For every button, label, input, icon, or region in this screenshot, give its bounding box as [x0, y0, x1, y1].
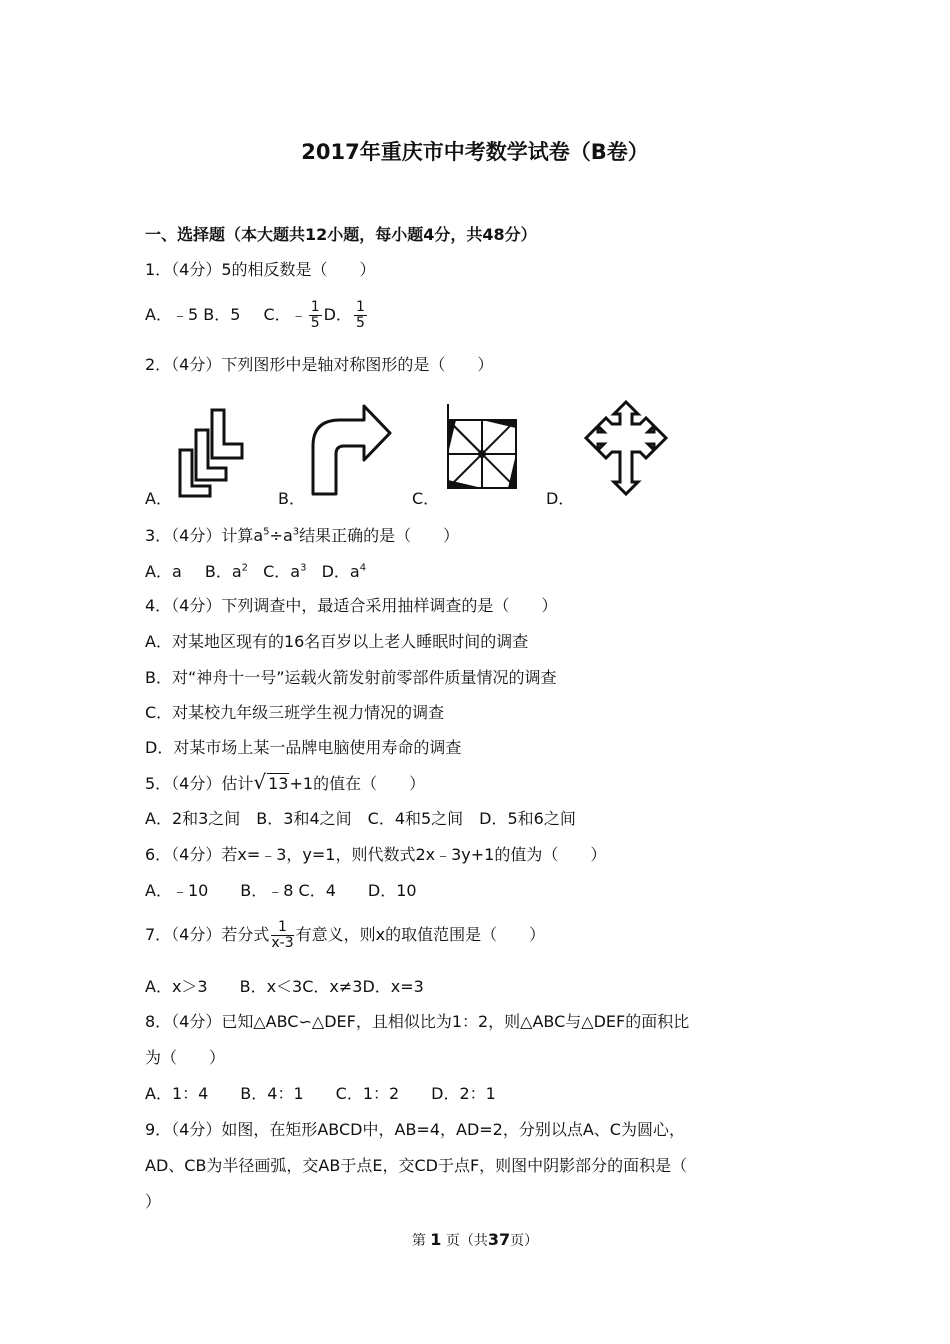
q4-option-d: D．对某市场上某一品牌电脑使用寿命的调查	[145, 738, 462, 757]
figure-b-bent-arrow	[308, 398, 394, 500]
question-9-stem-line2: AD、CB为半径画弧，交AB于点E，交CD于点F，则图中阴影部分的面积是（	[145, 1156, 688, 1175]
footer-total-pages: 37	[487, 1230, 511, 1249]
q8-options: A．1：4 B．4：1 C．1：2 D．2：1	[145, 1084, 496, 1103]
fraction-denominator: 5	[355, 315, 365, 331]
fraction-numerator: 1	[310, 299, 320, 315]
q5-stem-text: +1的值在（ ）	[289, 774, 426, 793]
q1-option-a: A．﹣5	[145, 305, 199, 324]
q7-stem-text: 有意义，则x的取值范围是（ ）	[295, 925, 546, 944]
q3-stem-text: 3．（4分）计算a	[145, 526, 264, 545]
q1-option-d-fraction	[354, 300, 367, 331]
question-9-stem-line1: 9．（4分）如图，在矩形ABCD中，AB=4，AD=2，分别以点A、C为圆心，	[145, 1120, 685, 1139]
page-title: 2017年重庆市中考数学试卷（B卷）	[301, 140, 649, 164]
q1-option-c-fraction	[309, 300, 322, 331]
q3-stem-text: ÷a	[269, 526, 293, 545]
question-7-stem	[145, 920, 545, 951]
footer-text: 页）	[510, 1233, 539, 1249]
exponent: 2	[241, 562, 249, 574]
q4-option-a: A．对某地区现有的16名百岁以上老人睡眠时间的调查	[145, 632, 529, 651]
footer-text: 第	[411, 1233, 426, 1249]
question-2-stem: 2．（4分）下列图形中是轴对称图形的是（ ）	[145, 355, 494, 374]
exponent: 5	[263, 526, 270, 538]
figure-d-label: D．	[546, 489, 575, 508]
fraction-denominator: 5	[310, 315, 320, 331]
question-1-stem: 1．（4分）5的相反数是（ ）	[145, 260, 376, 279]
figure-b-label: B．	[278, 489, 305, 508]
fraction-numerator: 1	[271, 920, 293, 936]
q3-stem-text: 结果正确的是（ ）	[299, 526, 460, 545]
q3-option-a: A．a	[145, 562, 182, 581]
question-4-stem: 4．（4分）下列调查中，最适合采用抽样调查的是（ ）	[145, 596, 558, 615]
q3-option-c: C．a	[263, 562, 301, 581]
question-3-stem	[145, 526, 459, 546]
fraction-numerator: 1	[355, 299, 365, 315]
question-8-stem-line1: 8．（4分）已知△ABC∽△DEF，且相似比为1：2，则△ABC与△DEF的面积比	[145, 1012, 690, 1031]
q1-option-c-prefix: C．﹣	[263, 305, 307, 324]
q1-option-b: B．5	[203, 305, 241, 324]
sqrt-radicand: 13	[268, 774, 289, 793]
footer-text: 页（共	[445, 1233, 488, 1249]
q7-options: A．x＞3 B．x＜3C．x≠3D．x=3	[145, 977, 424, 996]
sqrt-sign-icon: √	[253, 770, 267, 794]
question-9-stem-line3: ）	[145, 1192, 162, 1211]
exponent: 4	[359, 562, 367, 574]
figure-a-stacked-l-shapes	[172, 398, 252, 500]
q7-stem-text: 7．（4分）若分式	[145, 925, 270, 944]
exponent: 3	[292, 526, 300, 538]
footer-page-number: 1	[430, 1230, 442, 1249]
q5-stem-text: 5．（4分）估计	[145, 774, 254, 793]
figure-c-label: C．	[412, 489, 440, 508]
q1-option-d-prefix: D．	[323, 305, 352, 324]
question-3-options	[145, 562, 366, 582]
figure-a-label: A．	[145, 489, 172, 508]
section-heading: 一、选择题（本大题共12小题，每小题4分，共48分）	[145, 225, 537, 244]
q4-option-c: C．对某校九年级三班学生视力情况的调查	[145, 703, 445, 722]
question-5-stem	[145, 770, 426, 794]
fraction-denominator: x-3	[271, 935, 294, 951]
exponent: 3	[300, 562, 307, 574]
question-8-stem-line2: 为（ ）	[145, 1048, 226, 1067]
q7-fraction	[271, 920, 293, 951]
page-footer	[0, 1230, 950, 1250]
q4-option-b: B．对“神舟十一号”运载火箭发射前零部件质量情况的调查	[145, 668, 557, 687]
q3-option-b: B．a	[204, 562, 242, 581]
q5-options: A．2和3之间 B．3和4之间 C．4和5之间 D．5和6之间	[145, 809, 576, 828]
figure-d-cross-arrows	[580, 398, 672, 500]
q6-options: A．﹣10 B．﹣8 C．4 D．10	[145, 881, 417, 900]
figure-c-pinwheel	[442, 398, 522, 500]
q3-option-d: D．a	[321, 562, 360, 581]
question-6-stem: 6．（4分）若x=﹣3，y=1，则代数式2x﹣3y+1的值为（ ）	[145, 845, 607, 864]
question-1-options	[145, 300, 369, 331]
